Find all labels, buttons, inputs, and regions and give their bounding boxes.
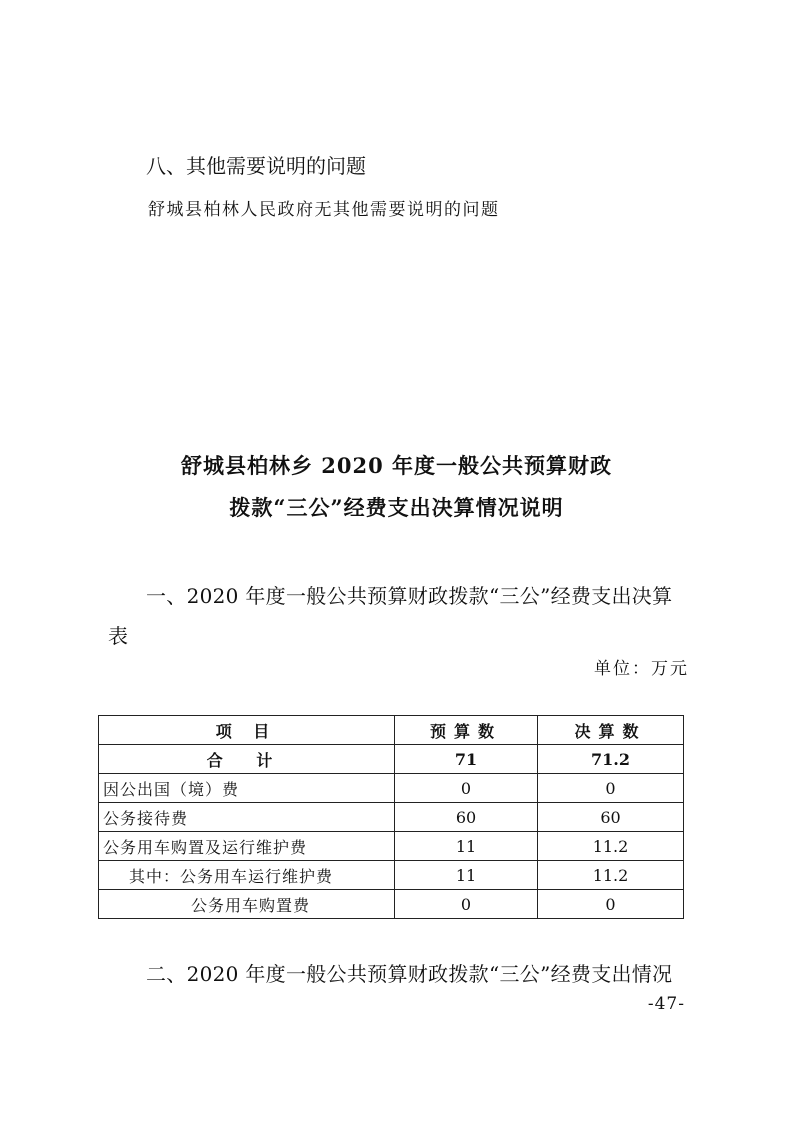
subsection1-heading-cont: 表 bbox=[108, 624, 128, 648]
table-row bbox=[99, 832, 684, 861]
report-title-line2: 拨款“三公”经费支出决算情况说明 bbox=[229, 495, 564, 520]
row-item: 公务用车购置费 bbox=[99, 890, 395, 919]
table-row bbox=[99, 861, 684, 890]
table-row bbox=[99, 774, 684, 803]
table-header-row bbox=[99, 716, 684, 745]
unit-label: 单位：万元 bbox=[594, 659, 689, 679]
three-public-expenses-table bbox=[98, 715, 684, 919]
row-budget: 11 bbox=[395, 832, 538, 861]
row-final: 11.2 bbox=[538, 832, 684, 861]
subsection2-heading: 二、2020 年度一般公共预算财政拨款“三公”经费支出情况 bbox=[146, 962, 673, 986]
report-title-line1: 舒城县柏林乡 2020 年度一般公共预算财政 bbox=[180, 453, 613, 478]
row-budget: 0 bbox=[395, 774, 538, 803]
row-final: 0 bbox=[538, 774, 684, 803]
row-final: 0 bbox=[538, 890, 684, 919]
header-budget: 预算数 bbox=[395, 716, 538, 745]
row-budget: 71 bbox=[395, 745, 538, 774]
row-final: 71.2 bbox=[538, 745, 684, 774]
row-budget: 60 bbox=[395, 803, 538, 832]
section8-body: 舒城县柏林人民政府无其他需要说明的问题 bbox=[148, 200, 500, 220]
row-item: 其中：公务用车运行维护费 bbox=[99, 861, 395, 890]
subsection1-heading: 一、2020 年度一般公共预算财政拨款“三公”经费支出决算 bbox=[146, 584, 673, 608]
row-item: 因公出国（境）费 bbox=[99, 774, 395, 803]
row-final: 11.2 bbox=[538, 861, 684, 890]
row-final: 60 bbox=[538, 803, 684, 832]
page-number: -47- bbox=[647, 994, 685, 1014]
table-row-total bbox=[99, 745, 684, 774]
row-item: 公务接待费 bbox=[99, 803, 395, 832]
table-row bbox=[99, 803, 684, 832]
header-item: 项 目 bbox=[99, 716, 395, 745]
header-final: 决算数 bbox=[538, 716, 684, 745]
section8-heading: 八、其他需要说明的问题 bbox=[146, 154, 366, 178]
row-budget: 0 bbox=[395, 890, 538, 919]
row-item: 合 计 bbox=[99, 745, 395, 774]
table-row bbox=[99, 890, 684, 919]
row-budget: 11 bbox=[395, 861, 538, 890]
row-item: 公务用车购置及运行维护费 bbox=[99, 832, 395, 861]
